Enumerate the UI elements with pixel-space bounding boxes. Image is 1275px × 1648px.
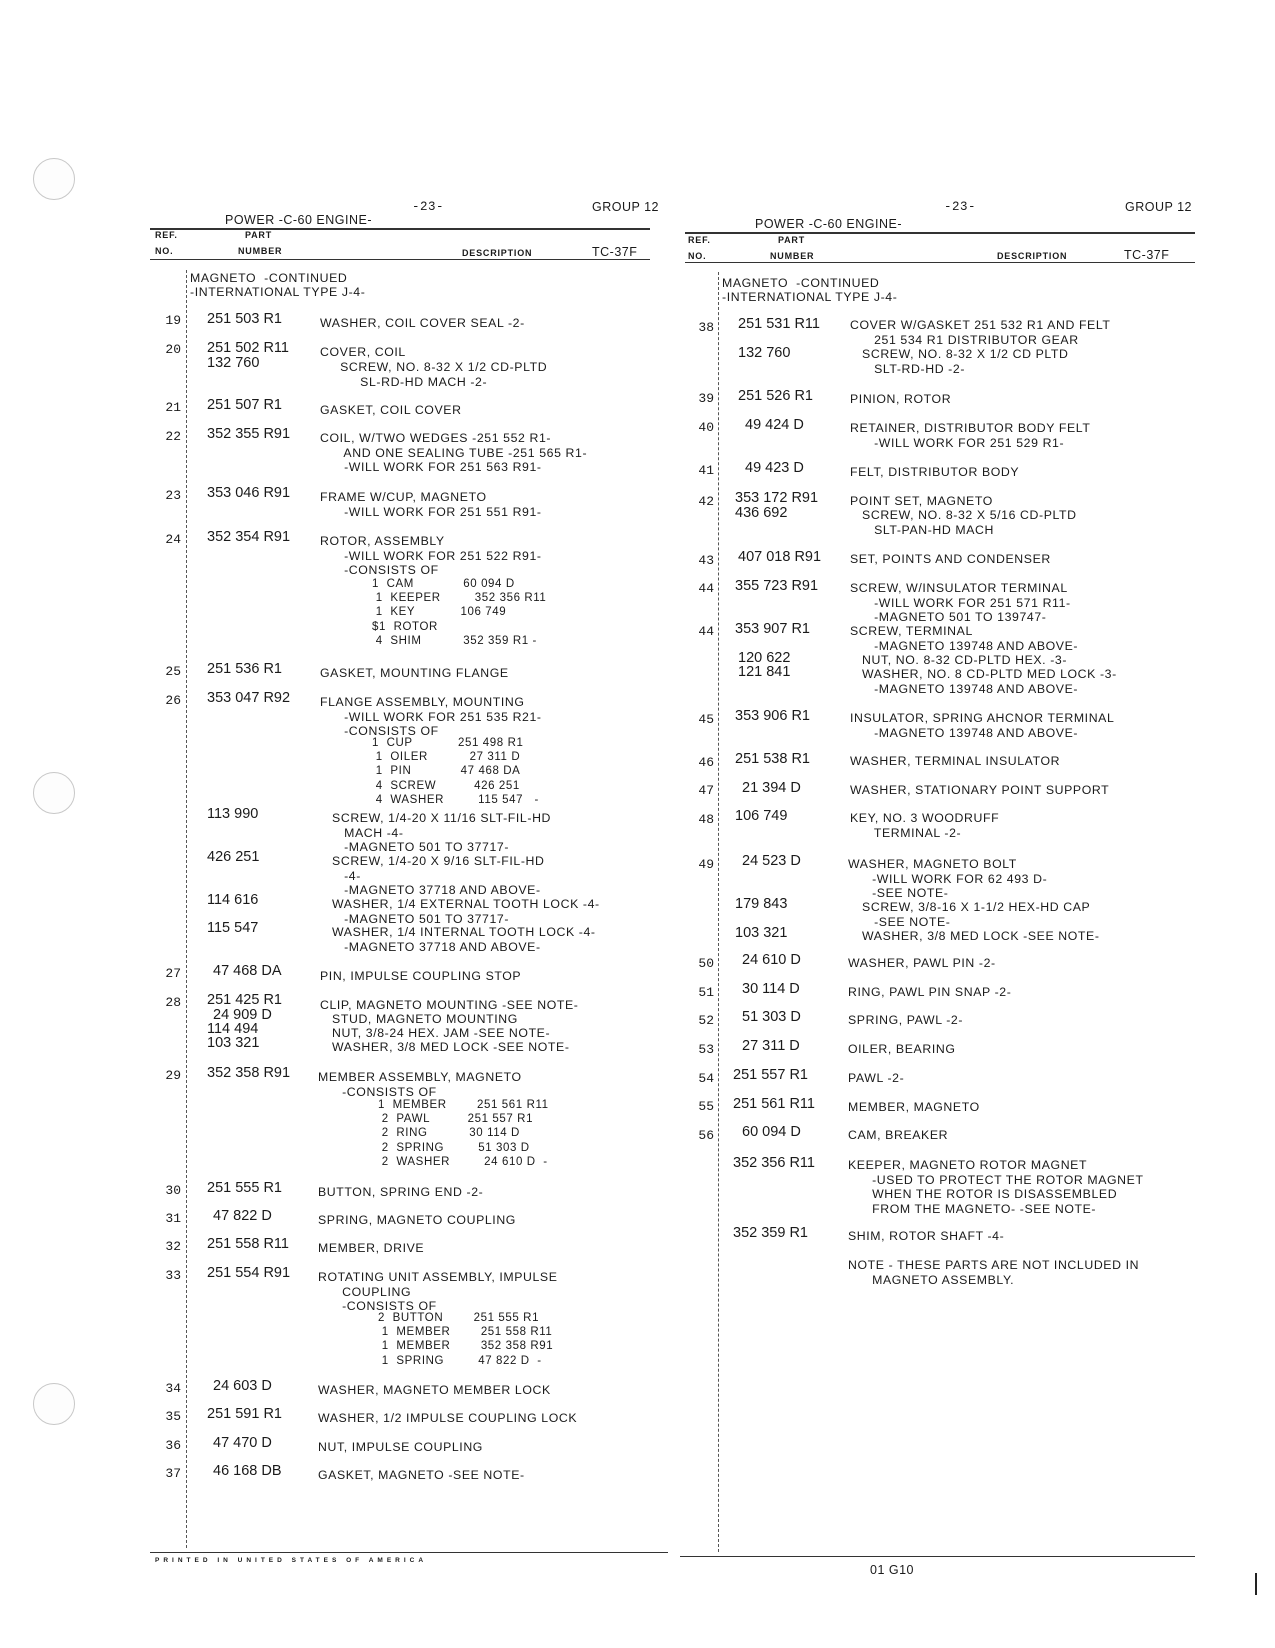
- ref-number: 38: [698, 320, 714, 335]
- part-description: ROTATING UNIT ASSEMBLY, IMPULSE COUPLING -CONSISTS OF: [318, 1270, 558, 1313]
- ref-number: 33: [165, 1268, 181, 1283]
- part-description: FRAME W/CUP, MAGNETO -WILL WORK FOR 251 551 R91-: [320, 490, 542, 519]
- part-number: 47 468 DA: [213, 963, 282, 979]
- part-description: COVER, COIL: [320, 345, 406, 359]
- part-description: WASHER, 1/4 INTERNAL TOOTH LOCK -4- -MAGNETO 37718 AND ABOVE-: [332, 925, 596, 954]
- part-description: WASHER, NO. 8 CD-PLTD MED LOCK -3- -MAGNETO 139748 AND ABOVE-: [862, 667, 1117, 696]
- ref-number: 25: [165, 664, 181, 679]
- part-number: 251 425 R1: [207, 992, 282, 1008]
- col-number-head: NUMBER: [238, 246, 283, 256]
- section-title: MAGNETO -CONTINUED: [722, 276, 880, 290]
- part-number: 251 561 R11: [733, 1096, 815, 1112]
- ref-number: 27: [165, 966, 181, 981]
- col-number-head: NUMBER: [770, 251, 815, 261]
- part-number: 353 907 R1: [735, 621, 810, 637]
- part-number: 353 906 R1: [735, 708, 810, 724]
- ref-number: 43: [698, 553, 714, 568]
- col-desc-head: DESCRIPTION: [462, 248, 533, 258]
- col-part-head: PART: [778, 235, 806, 245]
- punch-hole-middle: [33, 772, 75, 814]
- part-number: 30 114 D: [742, 981, 800, 997]
- ref-number: 37: [165, 1466, 181, 1481]
- part-description: SCREW, TERMINAL -MAGNETO 139748 AND ABOVE-: [850, 624, 1079, 653]
- part-description: WASHER, 1/2 IMPULSE COUPLING LOCK: [318, 1411, 578, 1425]
- part-description: COIL, W/TWO WEDGES -251 552 R1- AND ONE SEALING TUBE -251 565 R1- -WILL WORK FOR 251 563 R91-: [320, 431, 588, 474]
- part-number: 436 692: [735, 505, 788, 521]
- ref-number: 45: [698, 712, 714, 727]
- ref-number: 24: [165, 532, 181, 547]
- part-description: WASHER, 3/8 MED LOCK -SEE NOTE-: [850, 929, 1100, 943]
- part-number: 121 841: [738, 664, 791, 680]
- part-number: 132 760: [207, 355, 260, 371]
- col-desc-head: DESCRIPTION: [997, 251, 1068, 261]
- part-description: NUT, IMPULSE COUPLING: [318, 1440, 483, 1454]
- part-description: SCREW, 1/4-20 X 9/16 SLT-FIL-HD -4- -MAGNETO 37718 AND ABOVE-: [332, 854, 545, 897]
- part-number: 49 424 D: [745, 417, 804, 433]
- ref-number: 19: [165, 313, 181, 328]
- part-description: MEMBER, DRIVE: [318, 1241, 425, 1255]
- ref-number: 55: [698, 1099, 714, 1114]
- part-description: ROTOR, ASSEMBLY -WILL WORK FOR 251 522 R91- -CONSISTS OF: [320, 534, 542, 577]
- part-number: 179 843: [735, 896, 788, 912]
- part-number: 115 547: [207, 920, 259, 936]
- ref-number: 41: [698, 463, 714, 478]
- consists-of-list: 1 MEMBER 251 561 R11 2 PAWL 251 557 R1 2 RING 30 114 D 2 SPRING 51 303 D 2 WASHER 24 610 D -: [378, 1099, 549, 1168]
- part-description: FELT, DISTRIBUTOR BODY: [850, 465, 1020, 479]
- ref-number: 23: [165, 488, 181, 503]
- header-rule-2: [685, 262, 1195, 263]
- part-number: 46 168 DB: [213, 1463, 282, 1479]
- part-number: 251 538 R1: [735, 751, 810, 767]
- part-description: WASHER, PAWL PIN -2-: [848, 956, 996, 970]
- part-number: 353 047 R92: [207, 690, 291, 706]
- part-number: 251 536 R1: [207, 661, 282, 677]
- ref-number: 44: [698, 581, 714, 596]
- part-number: 49 423 D: [745, 460, 804, 476]
- printed-in-usa: PRINTED IN UNITED STATES OF AMERICA: [155, 1557, 428, 1564]
- part-number: 251 558 R11: [207, 1236, 289, 1252]
- page-title: POWER -C-60 ENGINE-: [225, 213, 373, 227]
- ref-number: 44: [698, 624, 714, 639]
- part-number: 24 603 D: [213, 1378, 272, 1394]
- header-rule: [685, 232, 1195, 234]
- part-description: WASHER, TERMINAL INSULATOR: [850, 754, 1061, 768]
- part-number: 251 555 R1: [207, 1180, 282, 1196]
- part-description: WASHER, 3/8 MED LOCK -SEE NOTE-: [320, 1040, 570, 1054]
- ref-number: 40: [698, 420, 714, 435]
- part-number: 353 046 R91: [207, 485, 291, 501]
- part-description: RING, PAWL PIN SNAP -2-: [848, 985, 1012, 999]
- tc-code: TC-37F: [1124, 248, 1170, 262]
- part-description: SCREW, 1/4-20 X 11/16 SLT-FIL-HD MACH -4- -MAGNETO 501 TO 37717-: [332, 811, 552, 854]
- ref-number: 39: [698, 391, 714, 406]
- part-number: 24 523 D: [742, 853, 801, 869]
- footer-rule-right: [680, 1556, 1195, 1557]
- header-rule: [150, 228, 650, 230]
- ref-number: 22: [165, 429, 181, 444]
- ref-number: 53: [698, 1042, 714, 1057]
- part-description: PINION, ROTOR: [850, 392, 952, 406]
- part-description: PAWL -2-: [848, 1071, 905, 1085]
- ref-number: 31: [165, 1211, 181, 1226]
- part-number: 120 622: [738, 650, 791, 666]
- part-number: 24 610 D: [742, 952, 801, 968]
- part-description: MEMBER ASSEMBLY, MAGNETO -CONSISTS OF: [318, 1070, 522, 1099]
- group-label: GROUP 12: [1125, 200, 1192, 214]
- part-number: 251 531 R11: [738, 316, 820, 332]
- consists-of-list: 1 CUP 251 498 R1 1 OILER 27 311 D 1 PIN 47 468 DA 4 SCREW 426 251 4 WASHER 115 547 -: [372, 737, 539, 806]
- group-label: GROUP 12: [592, 200, 659, 214]
- part-number: 355 723 R91: [735, 578, 819, 594]
- ref-number: 36: [165, 1438, 181, 1453]
- part-number: 103 321: [207, 1035, 260, 1051]
- ref-number: 51: [698, 985, 714, 1000]
- part-description: GASKET, MAGNETO -SEE NOTE-: [318, 1468, 525, 1482]
- part-description: COVER W/GASKET 251 532 R1 AND FELT 251 534 R1 DISTRIBUTOR GEAR: [850, 318, 1111, 347]
- page-title: POWER -C-60 ENGINE-: [755, 217, 903, 231]
- ref-number: 28: [165, 995, 181, 1010]
- punch-hole-bottom: [33, 1383, 75, 1425]
- part-description: FLANGE ASSEMBLY, MOUNTING -WILL WORK FOR 251 535 R21- -CONSISTS OF: [320, 695, 542, 738]
- part-number: 103 321: [735, 925, 788, 941]
- section-subtitle: -INTERNATIONAL TYPE J-4-: [722, 290, 898, 304]
- part-number: 251 507 R1: [207, 397, 282, 413]
- part-description: SCREW, NO. 8-32 X 5/16 CD-PLTD SLT-PAN-HD MACH: [862, 508, 1077, 537]
- part-number: 251 554 R91: [207, 1265, 291, 1281]
- part-number: 27 311 D: [742, 1038, 800, 1054]
- part-description: SCREW, W/INSULATOR TERMINAL -WILL WORK FOR 251 571 R11- -MAGNETO 501 TO 139747-: [850, 581, 1071, 624]
- part-description: SPRING, PAWL -2-: [848, 1013, 964, 1027]
- part-description: CLIP, MAGNETO MOUNTING -SEE NOTE-: [320, 998, 579, 1012]
- ref-number: 50: [698, 956, 714, 971]
- ref-number: 54: [698, 1071, 714, 1086]
- punch-hole-top: [33, 158, 75, 200]
- part-number: 51 303 D: [742, 1009, 801, 1025]
- part-description: POINT SET, MAGNETO: [850, 494, 993, 508]
- part-description: BUTTON, SPRING END -2-: [318, 1185, 484, 1199]
- ref-number: 21: [165, 400, 181, 415]
- part-description: GASKET, MOUNTING FLANGE: [320, 666, 509, 680]
- part-number: 132 760: [738, 345, 791, 361]
- part-description: KEEPER, MAGNETO ROTOR MAGNET -USED TO PROTECT THE ROTOR MAGNET WHEN THE ROTOR IS DISASSEMBLED FROM THE MAGNETO- -SEE NOTE-: [848, 1158, 1144, 1216]
- ref-number: 46: [698, 755, 714, 770]
- part-number: 352 354 R91: [207, 529, 291, 545]
- part-description: WASHER, MAGNETO BOLT -WILL WORK FOR 62 493 D- -SEE NOTE-: [848, 857, 1048, 900]
- part-number: 353 172 R91: [735, 490, 819, 506]
- part-description: RETAINER, DISTRIBUTOR BODY FELT -WILL WORK FOR 251 529 R1-: [850, 421, 1091, 450]
- part-description: NUT, 3/8-24 HEX. JAM -SEE NOTE-: [320, 1026, 551, 1040]
- part-number: 251 557 R1: [733, 1067, 808, 1083]
- part-description: INSULATOR, SPRING AHCNOR TERMINAL -MAGNETO 139748 AND ABOVE-: [850, 711, 1115, 740]
- column-divider: [186, 270, 187, 1548]
- part-number: 47 470 D: [213, 1435, 272, 1451]
- edge-mark: [1255, 1573, 1257, 1595]
- consists-of-list: 1 CAM 60 094 D 1 KEEPER 352 356 R11 1 KEY 106 749 $1 ROTOR 4 SHIM 352 359 R1 -: [372, 578, 547, 647]
- part-number: 352 356 R11: [733, 1155, 815, 1171]
- ref-number: 48: [698, 812, 714, 827]
- part-description: KEY, NO. 3 WOODRUFF TERMINAL -2-: [850, 811, 1000, 840]
- part-number: 251 526 R1: [738, 388, 813, 404]
- part-number: 113 990: [207, 806, 259, 822]
- part-description: PIN, IMPULSE COUPLING STOP: [320, 969, 522, 983]
- ref-number: 34: [165, 1381, 181, 1396]
- ref-number: 56: [698, 1128, 714, 1143]
- col-ref-head: REF.: [688, 235, 711, 245]
- part-description: SPRING, MAGNETO COUPLING: [318, 1213, 516, 1227]
- part-description: SCREW, 3/8-16 X 1-1/2 HEX-HD CAP -SEE NOTE-: [862, 900, 1091, 929]
- note-text: NOTE - THESE PARTS ARE NOT INCLUDED IN MAGNETO ASSEMBLY.: [848, 1258, 1140, 1287]
- part-description: GASKET, COIL COVER: [320, 403, 462, 417]
- part-number: 352 355 R91: [207, 426, 291, 442]
- ref-number: 49: [698, 857, 714, 872]
- part-description: SHIM, ROTOR SHAFT -4-: [848, 1229, 1005, 1243]
- column-divider: [718, 272, 719, 1552]
- col-no-head: NO.: [688, 251, 707, 261]
- part-number: 21 394 D: [742, 780, 801, 796]
- part-number: 426 251: [207, 849, 260, 865]
- part-description: SCREW, NO. 8-32 X 1/2 CD-PLTD SL-RD-HD MACH -2-: [340, 360, 548, 389]
- col-no-head: NO.: [155, 246, 174, 256]
- part-number: 60 094 D: [742, 1124, 801, 1140]
- section-title: MAGNETO -CONTINUED: [190, 271, 348, 285]
- part-number: 114 494: [207, 1021, 259, 1037]
- form-code: 01 G10: [870, 1563, 915, 1577]
- ref-number: 32: [165, 1239, 181, 1254]
- header-rule-2: [150, 259, 650, 260]
- tc-code: TC-37F: [592, 245, 638, 259]
- ref-number: 30: [165, 1183, 181, 1198]
- ref-number: 26: [165, 693, 181, 708]
- page-number: -23-: [412, 200, 445, 214]
- part-number: 251 591 R1: [207, 1406, 282, 1422]
- part-number: 352 358 R91: [207, 1065, 291, 1081]
- part-number: 106 749: [735, 808, 788, 824]
- part-description: CAM, BREAKER: [848, 1128, 949, 1142]
- part-number: 251 503 R1: [207, 311, 282, 327]
- part-number: 352 359 R1: [733, 1225, 808, 1241]
- part-number: 114 616: [207, 892, 259, 908]
- ref-number: 52: [698, 1013, 714, 1028]
- page-number: -23-: [944, 200, 977, 214]
- part-description: NUT, NO. 8-32 CD-PLTD HEX. -3-: [850, 653, 1068, 667]
- part-description: SCREW, NO. 8-32 X 1/2 CD PLTD SLT-RD-HD -2-: [862, 347, 1069, 376]
- section-subtitle: -INTERNATIONAL TYPE J-4-: [190, 285, 366, 299]
- ref-number: 47: [698, 783, 714, 798]
- col-ref-head: REF.: [155, 230, 178, 240]
- part-description: WASHER, MAGNETO MEMBER LOCK: [318, 1383, 551, 1397]
- footer-rule-left: [150, 1552, 668, 1553]
- part-description: WASHER, STATIONARY POINT SUPPORT: [850, 783, 1110, 797]
- part-description: SET, POINTS AND CONDENSER: [850, 552, 1051, 566]
- ref-number: 20: [165, 342, 181, 357]
- part-description: STUD, MAGNETO MOUNTING: [320, 1012, 518, 1026]
- ref-number: 29: [165, 1068, 181, 1083]
- part-number: 251 502 R11: [207, 340, 289, 356]
- part-number: 24 909 D: [213, 1007, 272, 1023]
- consists-of-list: 2 BUTTON 251 555 R1 1 MEMBER 251 558 R11 1 MEMBER 352 358 R91 1 SPRING 47 822 D -: [378, 1312, 554, 1367]
- col-part-head: PART: [245, 230, 273, 240]
- part-description: WASHER, COIL COVER SEAL -2-: [320, 316, 525, 330]
- part-description: WASHER, 1/4 EXTERNAL TOOTH LOCK -4- -MAGNETO 501 TO 37717-: [332, 897, 600, 926]
- part-number: 407 018 R91: [738, 549, 822, 565]
- part-description: MEMBER, MAGNETO: [848, 1100, 980, 1114]
- part-description: OILER, BEARING: [848, 1042, 956, 1056]
- part-number: 47 822 D: [213, 1208, 272, 1224]
- ref-number: 42: [698, 494, 714, 509]
- ref-number: 35: [165, 1409, 181, 1424]
